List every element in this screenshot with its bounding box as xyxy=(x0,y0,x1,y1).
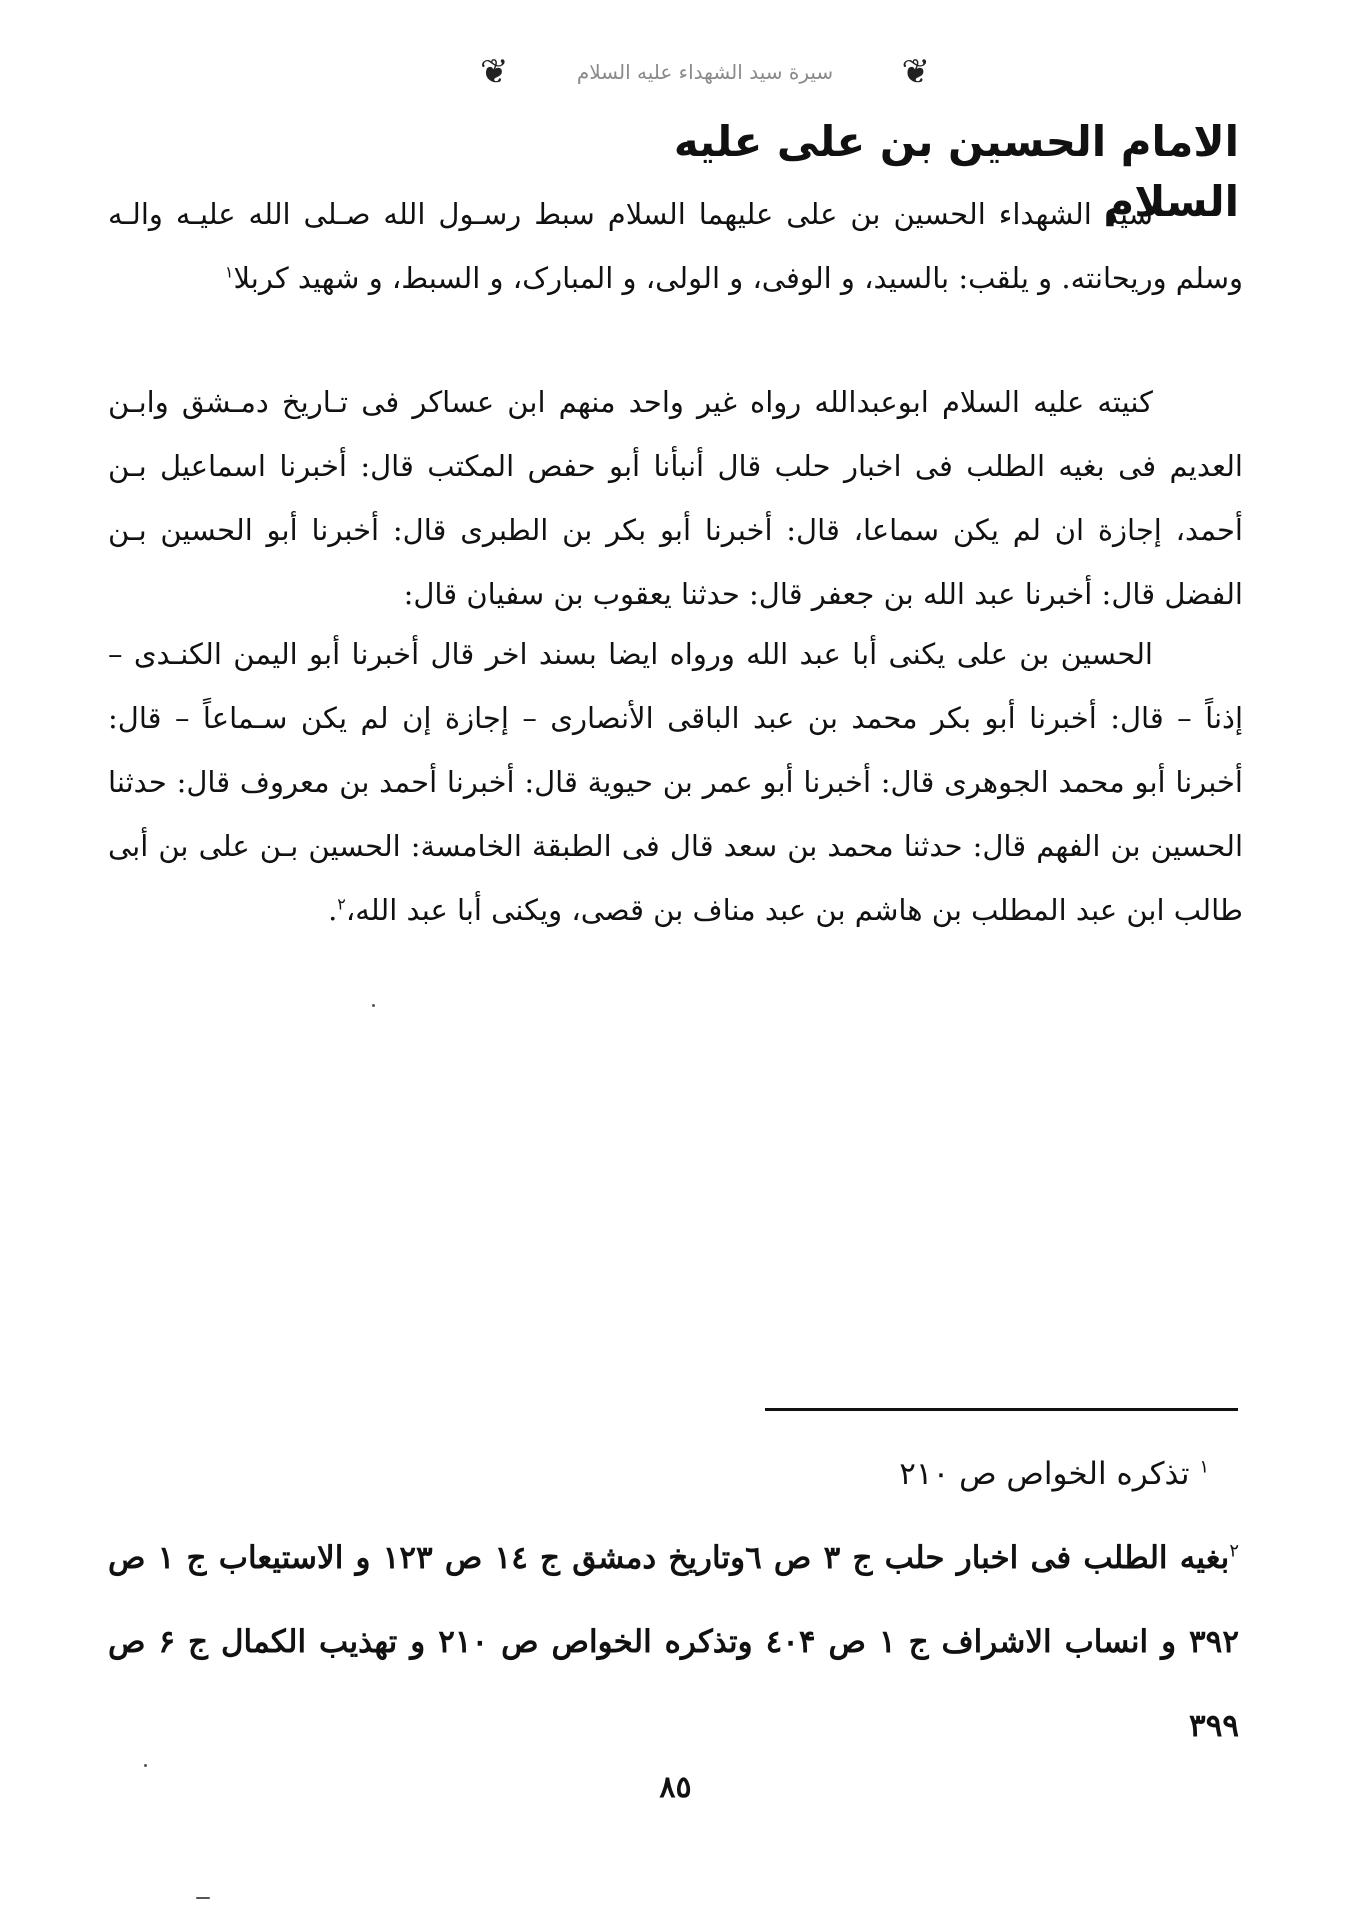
footnote-1-number: ١ xyxy=(1199,1456,1209,1478)
paragraph-2 xyxy=(108,370,1243,626)
page-number: ٨٥ xyxy=(659,1770,692,1805)
paragraph-3: الحسين بن على يكنى أبا عبد الله ورواه ايضا بسند اخر قال أخبرنا أبو اليمن الكنـدى – إذناً – قال: أخبرنا أبو بكر محمد بن عبد الباقى الأنصارى – إجازة إن لم يكن سـماعاً – قال: أخبرنا أبو محمد الجوهرى قال: أخبرنا أبو عمر بن حيوية قال: أخبرنا أحمد بن معروف قال: حدثنا الحسين بن الفهم قال: حدثنا محمد بن سعد قال فى الطبقة الخامسة: الحسين بـن على بن أبى طالب ابن عبد المطلب بن هاشم بن عبد مناف بن قصى، ويكنى أبا عبد الله،$^٢$. xyxy=(108,637,1243,927)
chapter-title: الامام الحسين بن على عليه السلام xyxy=(673,117,1239,226)
paragraph-1 xyxy=(108,182,1243,310)
running-header xyxy=(480,50,930,94)
header-ornament-right: ❦ xyxy=(901,52,930,92)
footnotes xyxy=(108,1432,1243,1768)
footnote-separator xyxy=(765,1408,1238,1411)
footnote-ref-1: ١ xyxy=(224,262,234,282)
footnote-ref-2: ٢ xyxy=(337,894,346,914)
scan-speck xyxy=(196,1897,210,1899)
paragraph-1-text: سيد الشهداء الحسين بن على عليهما السلام سبط رسـول الله صـلى الله عليـه والـه وسلم وريحانته. و يلقب: بالسيد، و الوفى، و الولى، و المبارک، و السبط، و شهيد کربلا xyxy=(108,197,1243,295)
paragraph-3-text: الحسين بن على يكنى أبا عبد الله ورواه ايضا بسند اخر قال أخبرنا أبو اليمن الكنـدى – إذناً – قال: أخبرنا أبو بكر محمد بن عبد الباقى الأنصارى – إجازة إن لم يكن سـماعاً – قال: أخبرنا أبو محمد الجوهرى قال: أخبرنا أبو عمر بن حيوية قال: أخبرنا أحمد بن معروف قال: حدثنا الحسين بن الفهم قال: حدثنا محمد بن سعد قال فى الطبقة الخامسة: الحسين بـن على بن أبى طالب ابن عبد المطلب بن هاشم بن عبد مناف بن قصى، ويكنى أبا عبد الله، xyxy=(108,637,1243,927)
footnote-2-text: بغيه الطلب فى اخبار حلب ج ٣ ص ٦وتاريخ دمشق ج ١٤ ص ١٢٣ و الاستيعاب ج ١ ص ٣٩٢ و انساب الاشراف ج ١ ص ٤٠۴ وتذكره الخواص ص ٢١٠ و تهذيب الكمال ج ۶ ص ٣٩٩ xyxy=(108,1540,1239,1744)
scan-speck xyxy=(372,1004,375,1007)
footnote-2-number: ٢ xyxy=(1229,1540,1239,1562)
footnote-1 xyxy=(108,1432,1243,1516)
header-ornament-left: ❦ xyxy=(480,52,509,92)
header-title: سيرة سيد الشهداء عليه السلام xyxy=(576,60,834,84)
footnote-1-text: تذكره الخواص ص ٢١٠ xyxy=(899,1456,1190,1492)
scan-speck xyxy=(144,1764,147,1767)
footnote-2 xyxy=(108,1516,1243,1768)
paragraph-2-text: كنيته عليه السلام ابوعبدالله رواه غير واحد منهم ابن عساكر فى تـاريخ دمـشق وابـن العديم فى بغيه الطلب فى اخبار حلب قال أنبأنا أبو حفص المكتب قال: أخبرنا اسماعيل بـن أحمد، إجازة ان لم يكن سماعا، قال: أخبرنا أبو بكر بن الطبرى قال: أخبرنا أبو الحسين بـن الفضل قال: أخبرنا عبد الله بن جعفر قال: حدثنا يعقوب بن سفيان قال: xyxy=(108,385,1243,611)
